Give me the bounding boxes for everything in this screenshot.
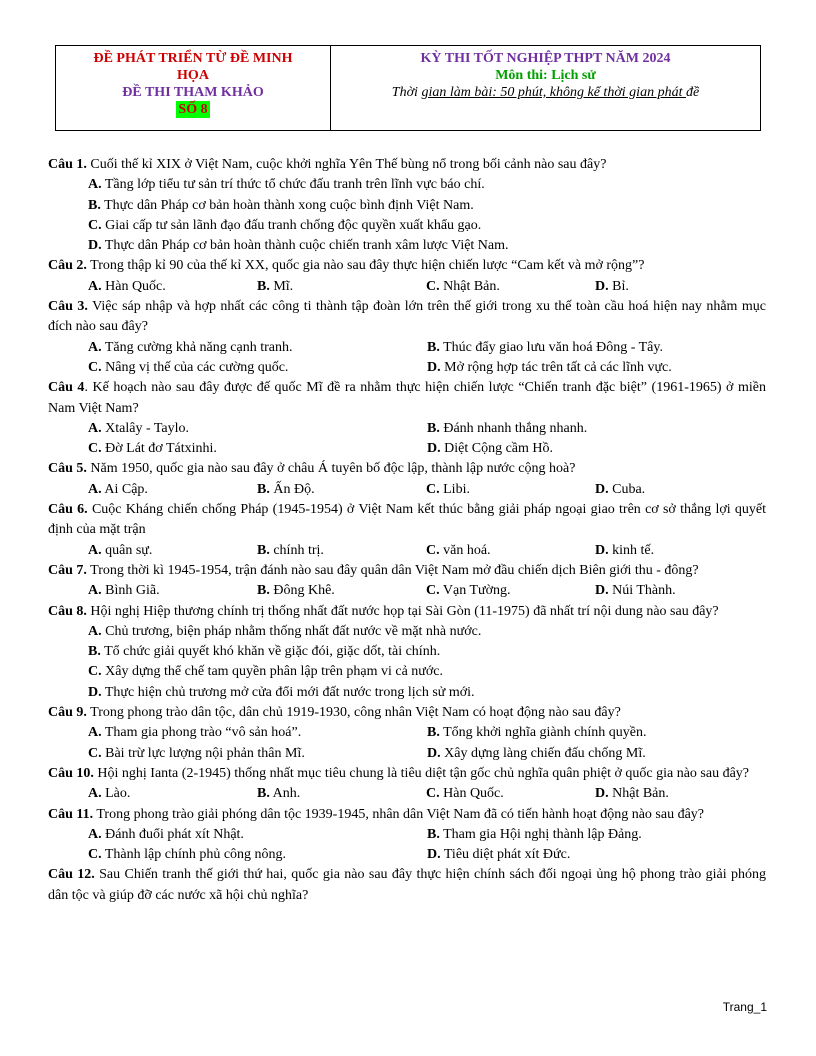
answer-option-d bbox=[595, 480, 764, 500]
option-letter: C. bbox=[88, 847, 102, 863]
option-letter: B. bbox=[88, 197, 101, 213]
option-letter: D. bbox=[88, 684, 102, 700]
option-letter: A. bbox=[88, 786, 102, 802]
option-letter: B. bbox=[257, 583, 270, 599]
question-1 bbox=[48, 155, 766, 175]
answer-option-a bbox=[48, 622, 766, 642]
option-letter: B. bbox=[257, 542, 270, 558]
question-label: Câu 3. bbox=[48, 299, 88, 315]
question-label: Câu 5. bbox=[48, 461, 87, 477]
option-text: Thành lập chính phủ công nông. bbox=[104, 847, 287, 863]
options-row bbox=[48, 581, 766, 601]
answer-option-b bbox=[257, 480, 426, 500]
question-text: Trong phong trào dân tộc, dân chủ 1919-1930, công nhân Việt Nam có hoạt động nào sau đây? bbox=[86, 705, 621, 721]
question-text: Cuộc Kháng chiến chống Pháp (1945-1954) ở Việt Nam kết thúc bằng giải pháp ngoại giao trên cơ sở thắng lợi quyết định của mặt trận bbox=[48, 502, 766, 538]
option-text: Hàn Quốc. bbox=[105, 278, 166, 294]
question-4 bbox=[48, 378, 766, 419]
page-number: Trang_1 bbox=[722, 1000, 767, 1014]
answer-option-d bbox=[595, 581, 764, 601]
option-text: Chủ trương, biện pháp nhằm thống nhất đất nước về mặt nhà nước. bbox=[105, 623, 482, 639]
answer-option-a bbox=[88, 480, 257, 500]
option-letter: D. bbox=[595, 786, 609, 802]
answer-option-b bbox=[427, 825, 766, 845]
option-letter: B. bbox=[257, 481, 270, 497]
option-text: Tiêu diệt phát xít Đức. bbox=[443, 847, 571, 863]
answer-option-c bbox=[426, 581, 595, 601]
option-letter: B. bbox=[88, 644, 101, 660]
option-letter: D. bbox=[595, 583, 609, 599]
option-text: Thực hiện chủ trương mở cửa đổi mới đất nước trong lịch sử mới. bbox=[104, 684, 475, 700]
answer-option-d bbox=[595, 277, 764, 297]
option-text: Tầng lớp tiểu tư sản trí thức tổ chức đấu tranh trên lĩnh vực báo chí. bbox=[104, 177, 485, 193]
question-7 bbox=[48, 561, 766, 581]
answer-option-c bbox=[48, 662, 766, 682]
option-text: Đánh nhanh thắng nhanh. bbox=[443, 420, 588, 436]
option-text: quân sự. bbox=[105, 542, 153, 558]
options-row bbox=[48, 541, 766, 561]
option-text: Hàn Quốc. bbox=[443, 786, 504, 802]
answer-option-b bbox=[257, 581, 426, 601]
options-row bbox=[48, 277, 766, 297]
option-text: Xây dựng làng chiến đấu chống Mĩ. bbox=[444, 745, 646, 761]
answer-option-b bbox=[257, 784, 426, 804]
option-text: Nhật Bản. bbox=[443, 278, 500, 294]
options-row bbox=[48, 784, 766, 804]
header-left-cell bbox=[56, 46, 331, 130]
question-6 bbox=[48, 500, 766, 541]
options-row bbox=[48, 338, 766, 358]
option-text: Bình Giã. bbox=[105, 583, 160, 599]
option-letter: C. bbox=[88, 664, 102, 680]
answer-option-c bbox=[88, 439, 427, 459]
option-text: Núi Thành. bbox=[612, 583, 676, 599]
answer-option-b bbox=[257, 277, 426, 297]
answer-option-d bbox=[427, 744, 766, 764]
question-label: Câu 10. bbox=[48, 765, 94, 781]
question-5 bbox=[48, 459, 766, 479]
question-label: Câu 6. bbox=[48, 502, 88, 518]
option-letter: D. bbox=[595, 278, 609, 294]
exam-title: KỲ THI TỐT NGHIỆP THPT NĂM 2024 bbox=[420, 51, 671, 66]
answer-option-a bbox=[88, 277, 257, 297]
answer-option-c bbox=[426, 277, 595, 297]
option-letter: C. bbox=[88, 359, 102, 375]
header-source-line1: ĐỀ PHÁT TRIỂN TỪ ĐỀ MINH bbox=[93, 51, 293, 66]
header-exam-number: SỐ 8 bbox=[178, 102, 208, 117]
question-text: Trong thời kì 1945-1954, trận đánh nào sau đây quân dân Việt Nam mở đầu chiến dịch Biên giới thu - đông? bbox=[86, 562, 699, 578]
answer-option-a bbox=[88, 419, 427, 439]
answer-option-d bbox=[427, 439, 766, 459]
answer-option-c bbox=[426, 480, 595, 500]
option-letter: B. bbox=[427, 725, 440, 741]
question-12 bbox=[48, 865, 766, 906]
answer-option-d bbox=[595, 784, 764, 804]
question-2 bbox=[48, 256, 766, 276]
question-text: Cuối thế kỉ XIX ở Việt Nam, cuộc khởi nghĩa Yên Thế bùng nổ trong bối cảnh nào sau đây? bbox=[86, 157, 607, 172]
answer-option-b bbox=[427, 338, 766, 358]
options-row bbox=[48, 419, 766, 439]
option-text: Tham gia phong trào “vô sản hoá”. bbox=[104, 725, 302, 741]
question-label: Câu 8. bbox=[48, 603, 87, 619]
answer-option-a bbox=[88, 723, 427, 743]
option-text: Anh. bbox=[272, 786, 301, 802]
option-text: Tổ chức giải quyết khó khăn về giặc đói, giặc dốt, tài chính. bbox=[104, 644, 441, 660]
answer-option-c bbox=[48, 216, 766, 236]
answer-option-c bbox=[88, 358, 427, 378]
option-letter: C. bbox=[426, 481, 440, 497]
option-text: Thực dân Pháp cơ bản hoàn thành cuộc chiến tranh xâm lược Việt Nam. bbox=[104, 238, 509, 254]
option-letter: B. bbox=[427, 826, 440, 842]
answer-option-c bbox=[88, 845, 427, 865]
option-text: văn hoá. bbox=[443, 542, 491, 558]
answer-option-b bbox=[48, 642, 766, 662]
answer-option-a bbox=[88, 541, 257, 561]
option-text: Giai cấp tư sản lãnh đạo đấu tranh chống độc quyền xuất khẩu gạo. bbox=[105, 217, 482, 233]
option-letter: B. bbox=[257, 786, 270, 802]
question-text: Việc sáp nhập và hợp nhất các công ti thành tập đoàn lớn trên thế giới trong xu thế toàn cầu hoá hiện nay nhằm mục đích nào sau đây? bbox=[48, 299, 766, 335]
answer-option-b bbox=[257, 541, 426, 561]
exam-header bbox=[55, 45, 761, 131]
options-row bbox=[48, 480, 766, 500]
option-letter: A. bbox=[88, 725, 102, 741]
question-label: Câu 12. bbox=[48, 867, 95, 883]
options-row bbox=[48, 358, 766, 378]
question-label: Câu 2. bbox=[48, 258, 87, 274]
option-letter: A. bbox=[88, 278, 102, 294]
option-letter: D. bbox=[427, 359, 441, 375]
question-label: Câu 4 bbox=[48, 380, 85, 396]
answer-option-d bbox=[48, 236, 766, 256]
question-label: Câu 11. bbox=[48, 806, 94, 822]
option-letter: C. bbox=[426, 278, 440, 294]
option-text: Xây dựng thể chế tam quyền phân lập trên phạm vi cả nước. bbox=[105, 664, 443, 680]
question-label: Câu 9. bbox=[48, 705, 87, 721]
answer-option-c bbox=[426, 541, 595, 561]
answer-option-b bbox=[427, 723, 766, 743]
option-text: Cuba. bbox=[612, 481, 646, 497]
question-8 bbox=[48, 602, 766, 622]
option-text: Mở rộng hợp tác trên tất cả các lĩnh vực. bbox=[444, 359, 672, 375]
options-row bbox=[48, 825, 766, 845]
options-row bbox=[48, 744, 766, 764]
option-text: Nhật Bản. bbox=[612, 786, 669, 802]
question-10 bbox=[48, 764, 766, 784]
answer-option-d bbox=[48, 683, 766, 703]
option-letter: C. bbox=[88, 217, 102, 233]
option-text: Lào. bbox=[105, 786, 131, 802]
option-text: Mĩ. bbox=[273, 278, 294, 294]
option-letter: D. bbox=[427, 847, 441, 863]
option-text: Xtalây - Taylo. bbox=[105, 420, 190, 436]
answer-option-d bbox=[427, 845, 766, 865]
answer-option-c bbox=[88, 744, 427, 764]
answer-option-d bbox=[595, 541, 764, 561]
question-text: Hội nghị Ianta (2-1945) thống nhất mục tiêu chung là tiêu diệt tận gốc chủ nghĩa quân phiệt ở quốc gia nào sau đây? bbox=[93, 765, 750, 781]
options-row bbox=[48, 845, 766, 865]
option-letter: C. bbox=[426, 542, 440, 558]
option-text: kinh tế. bbox=[612, 542, 655, 558]
option-letter: C. bbox=[426, 786, 440, 802]
exam-duration: Thời gian làm bài: 50 phút, không kể thời gian phát đề bbox=[391, 85, 700, 100]
option-text: Nâng vị thế của các cường quốc. bbox=[105, 359, 289, 375]
option-text: Đông Khê. bbox=[273, 583, 335, 599]
option-letter: C. bbox=[88, 745, 102, 761]
header-reference-title: ĐỀ THI THAM KHẢO bbox=[122, 85, 264, 100]
answer-option-c bbox=[426, 784, 595, 804]
options-row bbox=[48, 439, 766, 459]
option-text: Ấn Độ. bbox=[273, 481, 315, 497]
answer-option-d bbox=[427, 358, 766, 378]
option-text: Tổng khởi nghĩa giành chính quyền. bbox=[443, 725, 647, 741]
option-letter: D. bbox=[88, 238, 102, 254]
question-3 bbox=[48, 297, 766, 338]
header-right-cell bbox=[331, 46, 760, 130]
question-text: Sau Chiến tranh thế giới thứ hai, quốc gia nào sau đây thực hiện chính sách đối ngoại ủng hộ phong trào giải phóng dân tộc và giúp đỡ các nước xã hội chủ nghĩa? bbox=[48, 867, 766, 903]
option-letter: D. bbox=[427, 441, 441, 457]
option-letter: D. bbox=[595, 542, 609, 558]
option-text: Tăng cường khả năng cạnh tranh. bbox=[104, 339, 293, 355]
option-text: Tham gia Hội nghị thành lập Đảng. bbox=[443, 826, 642, 842]
option-text: Ai Cập. bbox=[104, 481, 148, 497]
question-text: Trong phong trào giải phóng dân tộc 1939-1945, nhân dân Việt Nam đã có tiến hành hoạt động nào sau đây? bbox=[93, 806, 705, 822]
answer-option-a bbox=[88, 825, 427, 845]
option-letter: C. bbox=[88, 441, 102, 457]
answer-option-b bbox=[48, 196, 766, 216]
answer-option-a bbox=[88, 784, 257, 804]
option-text: Bỉ. bbox=[612, 278, 629, 294]
option-letter: A. bbox=[88, 542, 102, 558]
option-letter: A. bbox=[88, 481, 102, 497]
option-text: Thúc đẩy giao lưu văn hoá Đông - Tây. bbox=[443, 339, 663, 355]
option-letter: B. bbox=[427, 420, 440, 436]
option-text: Đánh đuổi phát xít Nhật. bbox=[105, 826, 244, 842]
question-text: Năm 1950, quốc gia nào sau đây ở châu Á tuyên bố độc lập, thành lập nước cộng hoà? bbox=[86, 461, 576, 477]
option-letter: B. bbox=[257, 278, 270, 294]
options-row bbox=[48, 723, 766, 743]
option-letter: A. bbox=[88, 623, 102, 639]
option-letter: C. bbox=[426, 583, 440, 599]
question-9 bbox=[48, 703, 766, 723]
option-text: chính trị. bbox=[273, 542, 324, 558]
header-source-line2: HỌA bbox=[177, 68, 209, 83]
answer-option-a bbox=[48, 175, 766, 195]
answer-option-a bbox=[88, 338, 427, 358]
option-text: Đờ Lát đơ Tátxinhi. bbox=[105, 441, 217, 457]
option-letter: A. bbox=[88, 583, 102, 599]
option-letter: D. bbox=[595, 481, 609, 497]
question-list bbox=[48, 155, 766, 906]
option-letter: A. bbox=[88, 177, 102, 193]
question-text: . Kế hoạch nào sau đây được đế quốc Mĩ đề ra nhằm thực hiện chiến lược “Chiến tranh đặc biệt” (1961-1965) ở miền Nam Việt Nam? bbox=[48, 380, 766, 416]
exam-subject: Môn thi: Lịch sử bbox=[495, 68, 596, 83]
option-text: Libi. bbox=[443, 481, 470, 497]
answer-option-a bbox=[88, 581, 257, 601]
option-text: Bài trừ lực lượng nội phản thân Mĩ. bbox=[105, 745, 305, 761]
question-11 bbox=[48, 805, 766, 825]
answer-option-b bbox=[427, 419, 766, 439]
option-text: Vạn Tường. bbox=[442, 583, 511, 599]
option-letter: A. bbox=[88, 420, 102, 436]
option-letter: A. bbox=[88, 826, 102, 842]
option-letter: B. bbox=[427, 339, 440, 355]
question-label: Câu 1. bbox=[48, 157, 87, 172]
question-text: Hội nghị Hiệp thương chính trị thống nhất đất nước họp tại Sài Gòn (11-1975) đã nhất trí nội dung nào sau đây? bbox=[86, 603, 719, 619]
option-letter: A. bbox=[88, 339, 102, 355]
option-text: Thực dân Pháp cơ bản hoàn thành xong cuộc bình định Việt Nam. bbox=[104, 197, 474, 213]
question-label: Câu 7. bbox=[48, 562, 87, 578]
option-letter: D. bbox=[427, 745, 441, 761]
question-text: Trong thập kỉ 90 của thế kỉ XX, quốc gia nào sau đây thực hiện chiến lược “Cam kết và mở rộng”? bbox=[86, 258, 645, 274]
option-text: Diệt Cộng cầm Hồ. bbox=[444, 441, 553, 457]
